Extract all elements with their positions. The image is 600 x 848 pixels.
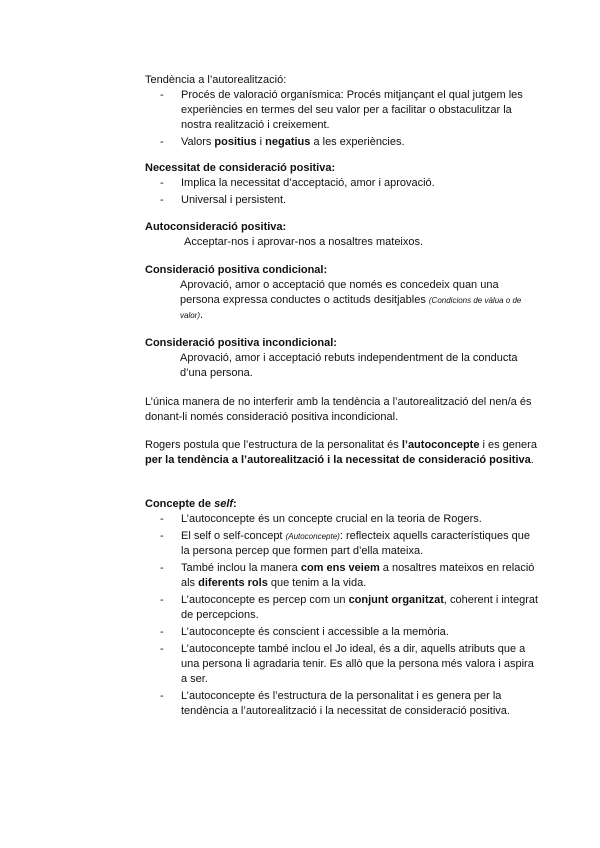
paragraph-unica-manera: L’única manera de no interferir amb la tendència a l’autorealització del nen/a és donant-li només consideració positiva incondicional. <box>145 396 532 423</box>
text-condicional: Aprovació, amor o acceptació que només es concedeix quan una persona expressa conductes o actituds desitjables (Condicions de vàlua o de valor). <box>180 279 522 321</box>
list-concepte-self <box>160 512 540 721</box>
text-autoconsideracio: Acceptar-nos i aprovar-nos a nosaltres mateixos. <box>184 236 424 248</box>
heading-autorealitzacio: Tendència a l’autorealització: <box>145 74 287 86</box>
list-item: - Procés de valoració organísmica: Procés mitjançant el qual jutgem les experiències en termes del seu valor per a facilitar o obstaculitzar la nostra realització i creixement. <box>160 89 523 131</box>
list-item: - L’autoconcepte és conscient i accessible a la memòria. <box>160 626 449 638</box>
list-item: - El self o self-concept (Autoconcepte): reflecteix aquells característiques que la persona percep que formen part d’ella mateixa. <box>160 530 530 557</box>
heading-concepte-self: Concepte de self: <box>145 498 237 510</box>
heading-incondicional: Consideració positiva incondicional: <box>145 337 337 349</box>
heading-necessitat: Necessitat de consideració positiva: <box>145 162 336 174</box>
list-necessitat <box>160 176 540 210</box>
list-item: - L’autoconcepte és l’estructura de la personalitat i es genera per la tendència a l’autorealització i la necessitat de consideració positiva. <box>160 690 510 717</box>
heading-autoconsideracio: Autoconsideració positiva: <box>145 221 287 233</box>
list-item: - Implica la necessitat d’acceptació, amor i aprovació. <box>160 177 435 189</box>
heading-condicional: Consideració positiva condicional: <box>145 264 328 276</box>
list-item: - També inclou la manera com ens veiem a nosaltres mateixos en relació als diferents rols que tenim a la vida. <box>160 562 535 589</box>
text-incondicional: Aprovació, amor i acceptació rebuts independentment de la conducta d’una persona. <box>180 352 518 379</box>
list-item: - L’autoconcepte també inclou el Jo ideal, és a dir, aquells atributs que a una persona li agradaria tenir. Es allò que la persona més valora i aspira a ser. <box>160 643 534 685</box>
list-item: - L’autoconcepte es percep com un conjunt organitzat, coherent i integrat de percepcions. <box>160 594 539 621</box>
list-autorealitzacio <box>160 88 540 152</box>
paragraph-rogers: Rogers postula que l’estructura de la personalitat és l’autoconcepte i es genera per la tendència a l’autorealització i la necessitat de consideració positiva. <box>145 439 537 466</box>
list-item: - Valors positius i negatius a les experiències. <box>160 136 405 148</box>
list-item: - Universal i persistent. <box>160 194 287 206</box>
list-item: - L’autoconcepte és un concepte crucial en la teoria de Rogers. <box>160 513 482 525</box>
